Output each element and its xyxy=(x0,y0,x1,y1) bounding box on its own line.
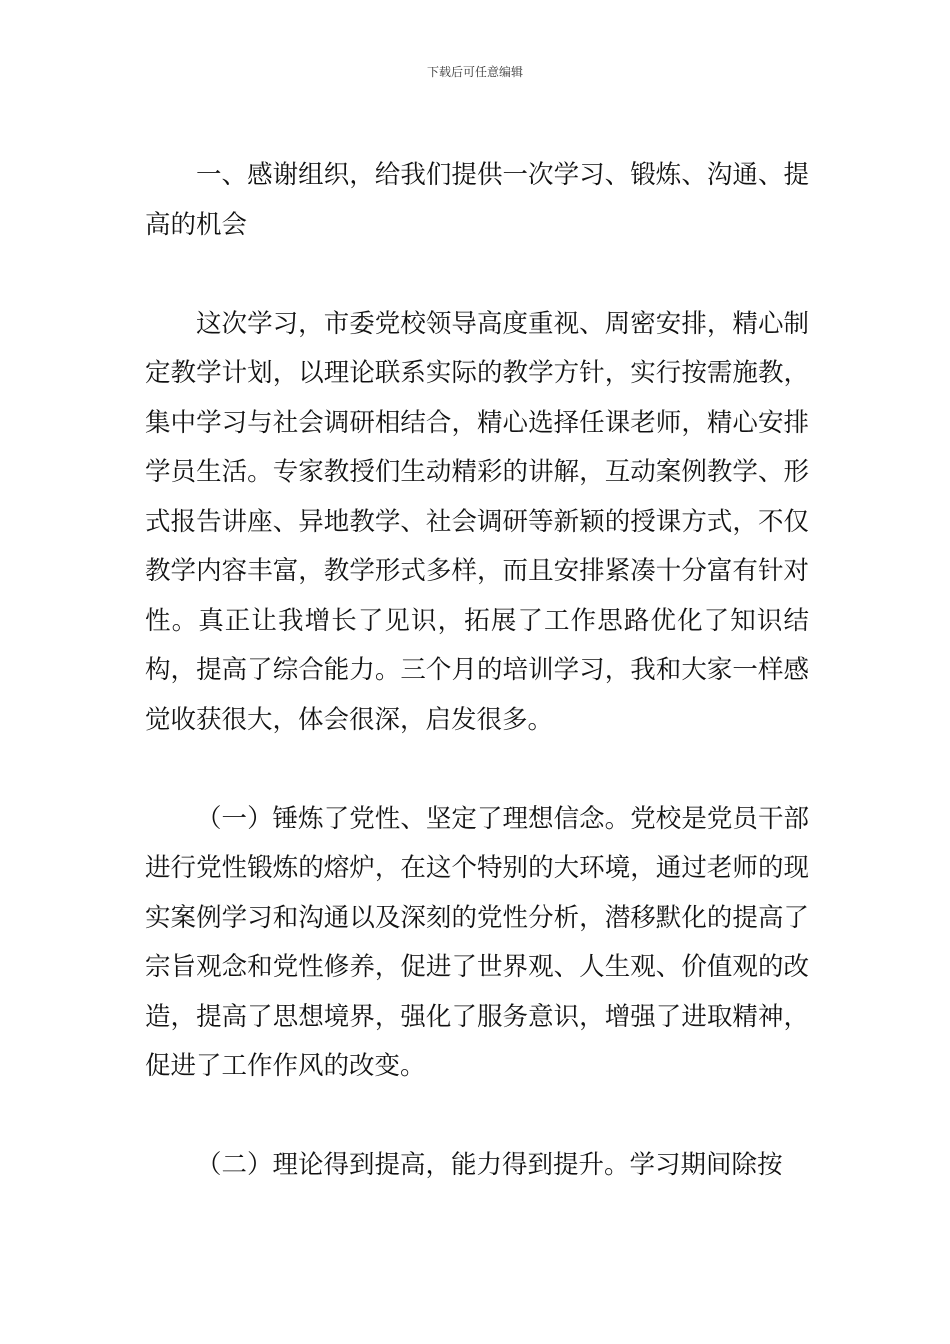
page-header: 下载后可任意编辑 xyxy=(426,65,523,79)
document-body xyxy=(145,151,809,1191)
paragraph-point-two: （二）理论得到提高，能力得到提升。学习期间除按 xyxy=(196,1150,783,1180)
paragraph-point-one: （一）锤炼了党性、坚定了理想信念。党校是党员干部进行党性锻炼的熔炉，在这个特别的大环境，通过老师的现实案例学习和沟通以及深刻的党性分析，潜移默化的提高了宗旨观念和党性修养，促进了世界观、人生观、价值观的改造，提高了思想境界，强化了服务意识，增强了进取精神，促进了工作作风的改变。 xyxy=(145,803,809,1081)
section-heading: 一、感谢组织，给我们提供一次学习、锻炼、沟通、提高的机会 xyxy=(145,160,809,240)
paragraph-intro: 这次学习，市委党校领导高度重视、周密安排，精心制定教学计划，以理论联系实际的教学方针，实行按需施教，集中学习与社会调研相结合，精心选择任课老师，精心安排学员生活。专家教授们生动精彩的讲解，互动案例教学、形式报告讲座、异地教学、社会调研等新颖的授课方式，不仅教学内容丰富，教学形式多样，而且安排紧凑十分富有针对性。真正让我增长了见识，拓展了工作思路优化了知识结构，提高了综合能力。三个月的培训学习，我和大家一样感觉收获很大，体会很深，启发很多。 xyxy=(145,308,809,735)
